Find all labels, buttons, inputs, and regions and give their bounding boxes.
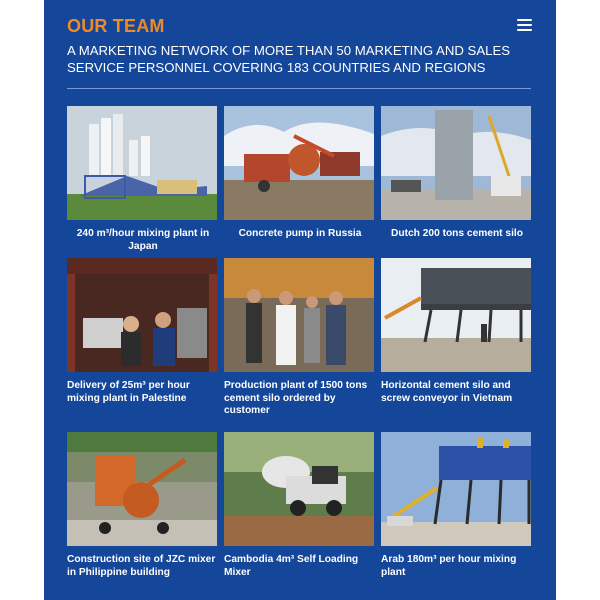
- gallery-caption: Arab 180m³ per hour mixing plant: [381, 554, 517, 578]
- gallery-caption: Horizontal cement silo and screw conveyor in Vietnam: [381, 380, 513, 404]
- gallery-caption: Construction site of JZC mixer in Philippine building: [67, 554, 216, 578]
- divider: [67, 88, 531, 89]
- section-subtitle: A MARKETING NETWORK OF MORE THAN 50 MARKETING AND SALES SERVICE PERSONNEL COVERING 183 COUNTRIES AND REGIONS: [67, 43, 511, 75]
- hamburger-menu-icon[interactable]: [517, 19, 532, 31]
- gallery-photo[interactable]: [224, 432, 374, 546]
- gallery-photo[interactable]: [67, 432, 217, 546]
- gallery-photo[interactable]: [67, 106, 217, 220]
- our-team-section: [44, 0, 556, 600]
- gallery-caption: Delivery of 25m³ per hour mixing plant in Palestine: [67, 380, 190, 404]
- gallery-photo[interactable]: [381, 432, 531, 546]
- gallery-caption: Concrete pump in Russia: [238, 228, 362, 239]
- gallery-caption: Cambodia 4m³ Self Loading Mixer: [224, 554, 359, 578]
- gallery-caption: 240 m³/hour mixing plant in Japan: [76, 228, 210, 252]
- gallery-photo[interactable]: [224, 106, 374, 220]
- gallery-caption: Dutch 200 tons cement silo: [391, 228, 523, 239]
- gallery-photo[interactable]: [67, 258, 217, 372]
- gallery-photo[interactable]: [381, 106, 531, 220]
- section-title: OUR TEAM: [67, 16, 165, 36]
- gallery-photo[interactable]: [381, 258, 531, 372]
- gallery-photo[interactable]: [224, 258, 374, 372]
- gallery-caption: Production plant of 1500 tons cement silo ordered by customer: [224, 380, 368, 417]
